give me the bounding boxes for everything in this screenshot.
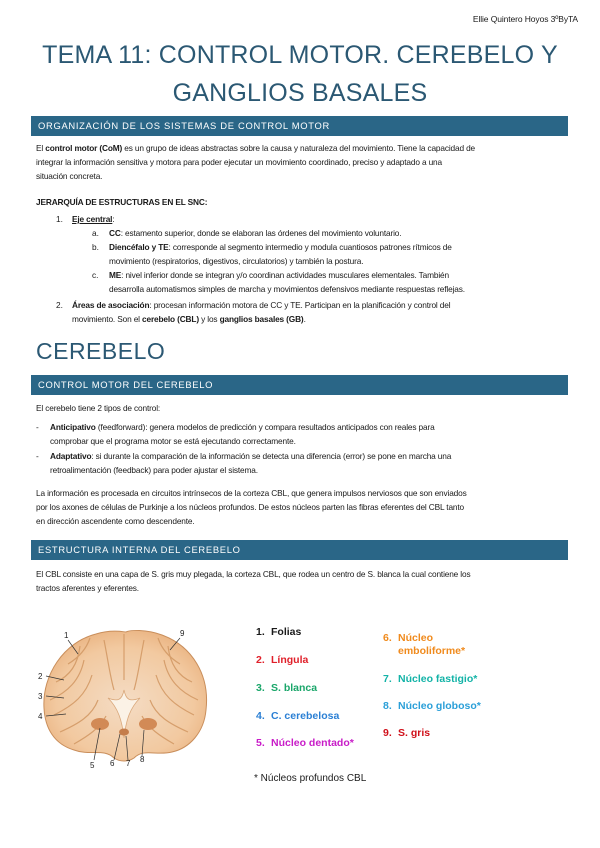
- legend-label: Núcleo fastigio*: [398, 673, 478, 685]
- bullet-anticipativo: Anticipativo (feedforward): genera modelos de predicción y compara resultados anticipados con reales para comprobar que el programa motor se está ejecutando correctamente.: [50, 422, 435, 446]
- legend-item-9: [383, 727, 430, 740]
- legend-number: 2.: [256, 654, 265, 666]
- cerebellum-diagram: [34, 620, 214, 770]
- processing-paragraph: La información es procesada en circuitos intrínsecos de la corteza CBL, que genera impulsos nerviosos que son enviados por los axones de células de Purkinje a los núcleos profundos. De estos núcleos parten las fibras eferentes del CBL tanto en dirección ascendente como descendente.: [36, 488, 467, 526]
- intro-paragraph: El control motor (CoM) es un grupo de ideas abstractas sobre la causa y naturaleza del movimiento. Tiene la capacidad de integrar la información sensitiva y motora para poder ejecutar un movimiento coordinado, preciso y adaptado a una situación concreta.: [36, 143, 476, 181]
- legend-number: 6.: [383, 632, 392, 644]
- figure-label-2: 2: [38, 672, 43, 681]
- legend-number: 9.: [383, 727, 392, 739]
- legend-label: Núcleo globoso*: [398, 700, 481, 712]
- legend-item-7: [383, 673, 477, 686]
- structure-paragraph: El CBL consiste en una capa de S. gris muy plegada, la corteza CBL, que rodea un centro de S. blanca la cual contiene los tractos aferentes y eferentes.: [36, 569, 471, 593]
- sub-letter-c: c.: [92, 270, 99, 280]
- list-item-eje-central: Eje central:: [72, 214, 115, 224]
- figure-label-6: 6: [110, 759, 115, 768]
- list-number-1: 1.: [56, 214, 63, 224]
- legend-number: 4.: [256, 710, 265, 722]
- figure-label-5: 5: [90, 761, 95, 770]
- legend-number: 1.: [256, 626, 265, 638]
- legend-label-line2: emboliforme*: [398, 645, 466, 657]
- hierarchy-title: JERARQUÍA DE ESTRUCTURAS EN EL SNC:: [36, 197, 208, 207]
- legend-item-1: [256, 626, 301, 639]
- author-name: Ellie Quintero Hoyos 3ºByTA: [472, 14, 578, 24]
- legend-number: 5.: [256, 737, 265, 749]
- legend-item-6: [383, 632, 465, 658]
- bullet-dash-2: -: [36, 451, 39, 461]
- control-types-intro: El cerebelo tiene 2 tipos de control:: [36, 403, 161, 413]
- legend-item-4: [256, 710, 339, 723]
- title-line-1: TEMA 11: CONTROL MOTOR. CEREBELO Y: [42, 41, 558, 69]
- legend-footnote: * Núcleos profundos CBL: [254, 773, 367, 784]
- section-heading-organizacion: ORGANIZACIÓN DE LOS SISTEMAS DE CONTROL MOTOR: [31, 116, 568, 136]
- heading-cerebelo: CEREBELO: [36, 338, 166, 364]
- sub-item-cc: CC: estamento superior, donde se elaboran las órdenes del movimiento voluntario.: [109, 228, 402, 238]
- figure-label-4: 4: [38, 712, 43, 721]
- legend-label: Língula: [271, 654, 309, 666]
- list-item-areas-asociacion: Áreas de asociación: procesan información motora de CC y TE. Participan en la planificación y control del movimiento. Son el cerebelo (CBL) y los ganglios basales (GB).: [72, 300, 451, 324]
- sub-letter-b: b.: [92, 242, 99, 252]
- sub-item-me: ME: nivel inferior donde se integran y/o coordinan actividades musculares elementales. También desarrolla automatismos simples de marcha y movimientos defensivos mediante respuestas reflejas.: [109, 270, 465, 294]
- legend-number: 3.: [256, 682, 265, 694]
- legend-item-3: [256, 682, 317, 695]
- bullet-adaptativo: Adaptativo: si durante la comparación de la información se detecta una diferencia (error) se pone en marcha una retroalimentación (feedback) para poder ajustar el sistema.: [50, 451, 452, 475]
- legend-label: Núcleo dentado*: [271, 737, 354, 749]
- bullet-dash-1: -: [36, 422, 39, 432]
- legend-label: S. gris: [398, 727, 431, 739]
- section-heading-estructura-interna: ESTRUCTURA INTERNA DEL CEREBELO: [31, 540, 568, 560]
- page-title: [0, 36, 600, 112]
- figure-label-8: 8: [140, 755, 145, 764]
- figure-label-1: 1: [64, 631, 69, 640]
- list-number-2: 2.: [56, 300, 63, 310]
- legend-item-8: [383, 700, 481, 713]
- legend-label: S. blanca: [271, 682, 318, 694]
- legend-number: 7.: [383, 673, 392, 685]
- legend-label: C. cerebelosa: [271, 710, 340, 722]
- sub-letter-a: a.: [92, 228, 99, 238]
- section-heading-control-motor-cerebelo: CONTROL MOTOR DEL CEREBELO: [31, 375, 568, 395]
- figure-label-3: 3: [38, 692, 43, 701]
- legend-item-2: [256, 654, 308, 667]
- figure-label-9: 9: [180, 629, 185, 638]
- legend-item-5: [256, 737, 354, 750]
- legend-label: Folias: [271, 626, 302, 638]
- title-line-2: GANGLIOS BASALES: [172, 79, 428, 107]
- legend-number: 8.: [383, 700, 392, 712]
- fastigial-nucleus: [119, 729, 129, 736]
- legend-label: Núcleo: [398, 632, 434, 644]
- dentate-nucleus-right: [139, 718, 157, 730]
- sub-item-diencefalo: Diencéfalo y TE: corresponde al segmento intermedio y modula cuantiosos patrones rítmicos de movimiento (respiratorios, digestivos, circulatorios) y también la postura.: [109, 242, 452, 266]
- figure-label-7: 7: [126, 759, 131, 768]
